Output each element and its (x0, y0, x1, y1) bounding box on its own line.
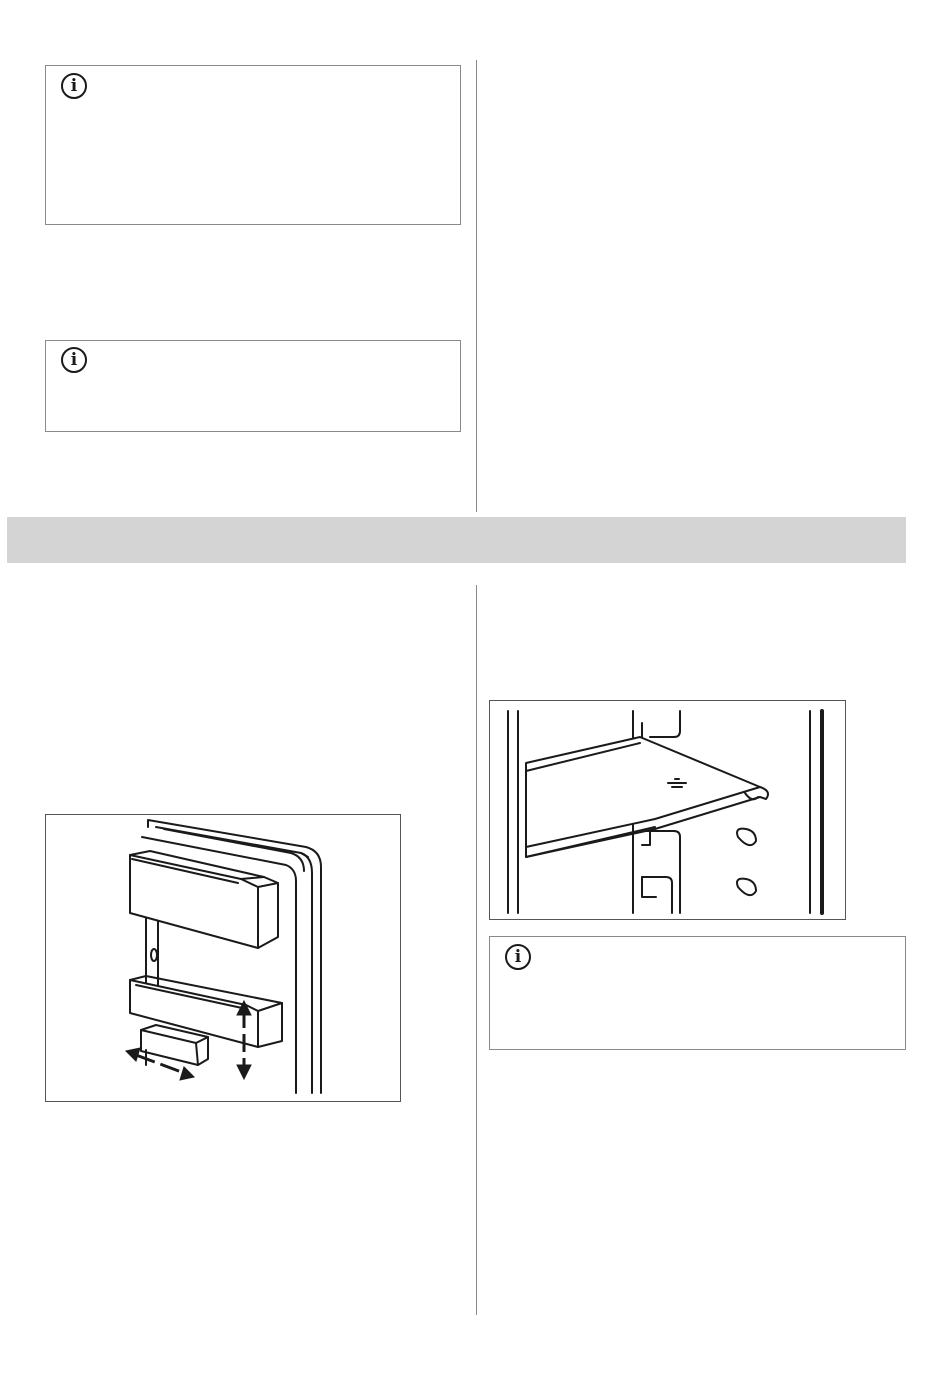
door-shelves-figure (45, 814, 401, 1102)
section-header-band (7, 517, 906, 563)
info-icon: i (61, 347, 87, 373)
glass-shelf-figure (489, 700, 846, 920)
info-note-2 (45, 340, 461, 432)
info-note-3 (489, 936, 906, 1050)
info-note-1 (45, 65, 461, 225)
column-divider-bottom (476, 585, 477, 1315)
info-icon: i (505, 944, 531, 970)
door-shelves-illustration (46, 815, 400, 1101)
info-icon: i (61, 73, 87, 99)
glass-shelf-illustration (490, 701, 845, 919)
column-divider-top (476, 60, 477, 512)
